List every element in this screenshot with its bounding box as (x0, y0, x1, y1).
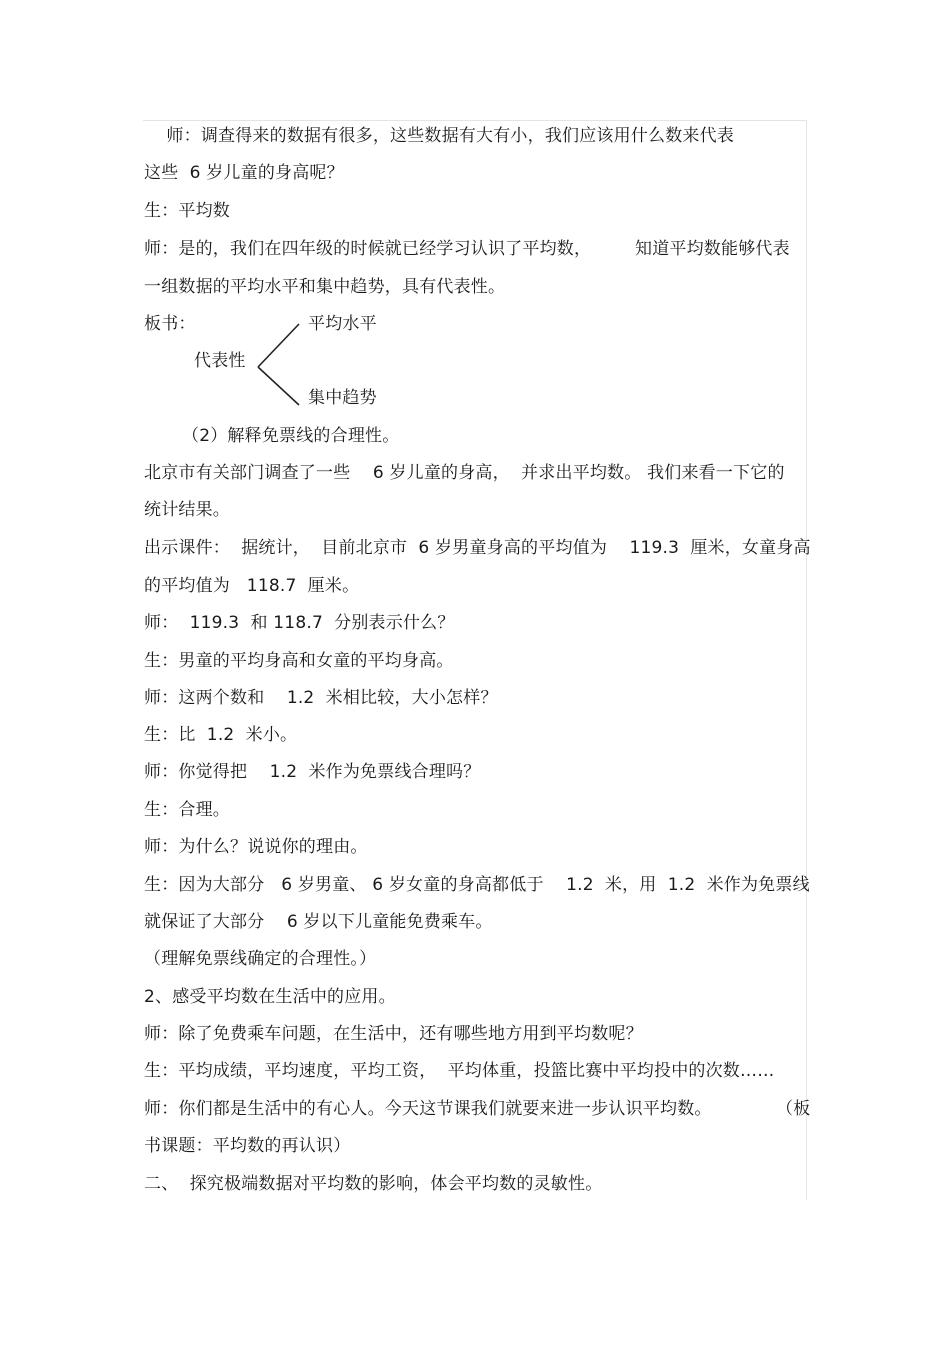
text-line: 2、感受平均数在生活中的应用。 (144, 987, 396, 1007)
board-root: 代表性 (194, 351, 246, 371)
text-line: （理解免票线确定的合理性。） (144, 949, 377, 969)
text-line: 生：比 1.2 米小。 (144, 725, 298, 745)
text-line: 生：因为大部分 6 岁男童、 6 岁女童的身高都低于 1.2 米，用 1.2 米作为免票线 (144, 875, 810, 895)
board-branch-bottom: 集中趋势 (308, 388, 377, 408)
section-heading: 二、 探究极端数据对平均数的影响，体会平均数的灵敏性。 (144, 1174, 603, 1194)
text-line: 师： 119.3 和 118.7 分别表示什么？ (144, 613, 455, 633)
text-line: 就保证了大部分 6 岁以下儿童能免费乘车。 (144, 912, 493, 932)
text-line: 生：合理。 (144, 800, 230, 820)
text-line: 北京市有关部门调查了一些 6 岁儿童的身高， 并求出平均数。 我们来看一下它的 (144, 463, 785, 483)
text-line: 师：调查得来的数据有很多，这些数据有大有小，我们应该用什么数来代表 (144, 126, 735, 146)
board-label: 板书： (144, 314, 196, 334)
text-line: 师：除了免费乘车问题，在生活中，还有哪些地方用到平均数呢？ (144, 1024, 643, 1044)
text-line: 这些 6 岁儿童的身高呢？ (144, 163, 344, 183)
text-line: 师：为什么？说说你的理由。 (144, 837, 368, 857)
text-line: 生：男童的平均身高和女童的平均身高。 (144, 651, 454, 671)
text-line: 的平均值为 118.7 厘米。 (144, 576, 360, 596)
text-line: 书课题：平均数的再认识） (144, 1136, 351, 1156)
text-line-right: （板 (776, 1099, 811, 1119)
text-line: （2）解释免票线的合理性。 (182, 426, 400, 446)
text-line: 一组数据的平均水平和集中趋势，具有代表性。 (144, 277, 506, 297)
text-line-right: 知道平均数能够代表 (635, 239, 790, 259)
text-line: 师：你觉得把 1.2 米作为免票线合理吗？ (144, 762, 481, 782)
text-line: 生：平均数 (144, 201, 230, 221)
text-line: 出示课件： 据统计， 目前北京市 6 岁男童身高的平均值为 119.3 厘米，女童身高 (144, 538, 811, 558)
board-tree-diagram (250, 322, 302, 410)
board-branch-top: 平均水平 (308, 314, 377, 334)
text-line: 生：平均成绩，平均速度，平均工资， 平均体重，投篮比赛中平均投中的次数…… (144, 1061, 775, 1081)
text-line: 统计结果。 (144, 500, 230, 520)
text-line: 师：你们都是生活中的有心人。今天这节课我们就要来进一步认识平均数。 (144, 1099, 712, 1119)
text-line: 师：是的，我们在四年级的时候就已经学习认识了平均数， (144, 239, 592, 259)
text-line: 师：这两个数和 1.2 米相比较，大小怎样？ (144, 688, 498, 708)
